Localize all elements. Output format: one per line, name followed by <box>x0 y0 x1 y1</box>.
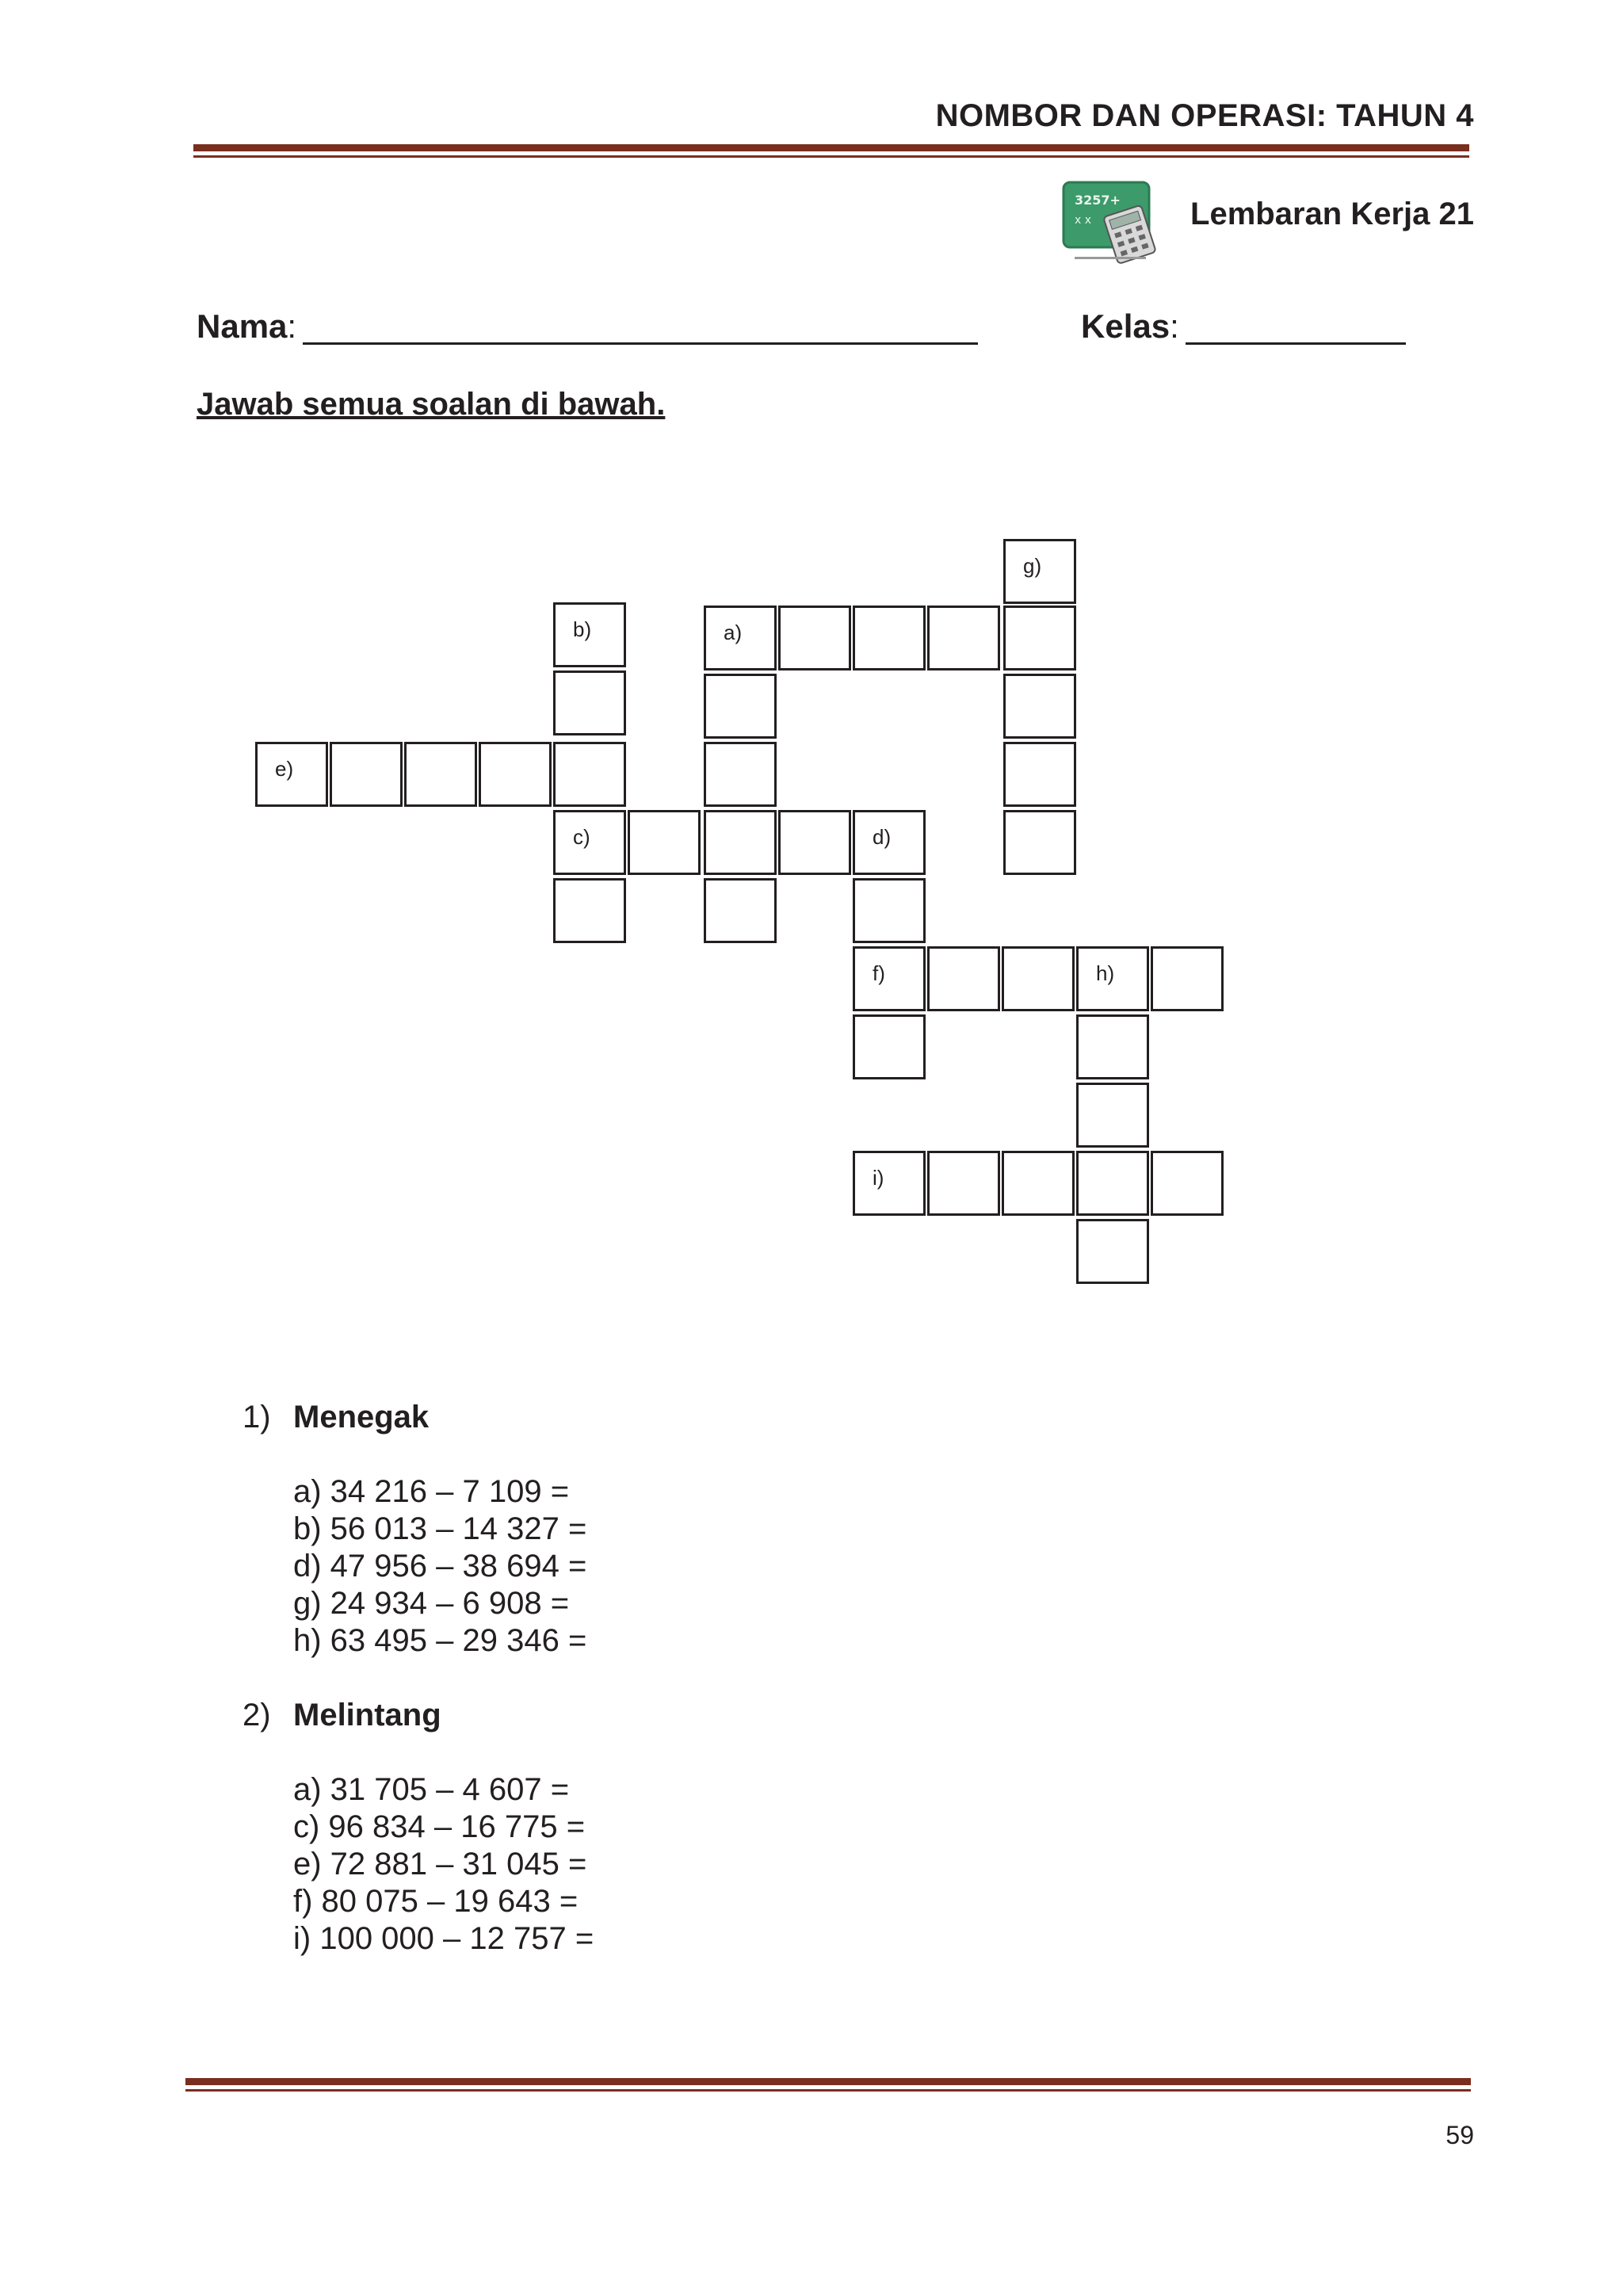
section-number: 1) <box>242 1400 271 1435</box>
crossword-cell-a2[interactable] <box>778 606 851 670</box>
crossword-cell-b5[interactable] <box>553 878 626 943</box>
clue-number-c: c) <box>573 825 590 849</box>
class-label: Kelas <box>1081 308 1170 345</box>
crossword-cell-g1[interactable] <box>1003 539 1076 604</box>
svg-text:3257+: 3257+ <box>1075 193 1121 208</box>
worksheet-label: Lembaran Kerja 21 <box>1190 197 1474 231</box>
crossword-cell-d2[interactable] <box>853 878 926 943</box>
crossword-cell-i1[interactable] <box>853 1151 926 1216</box>
crossword-cell-b3[interactable] <box>553 742 626 807</box>
section-number: 2) <box>242 1698 271 1733</box>
footer-rule-thick <box>185 2078 1471 2085</box>
crossword-cell-a-down4[interactable] <box>704 810 777 875</box>
crossword-cell-a-down2[interactable] <box>704 674 777 739</box>
crossword-cell-i4[interactable] <box>1076 1151 1149 1216</box>
page-header-title: NOMBOR DAN OPERASI: TAHUN 4 <box>935 98 1474 133</box>
clue-item: d) 47 956 – 38 694 = <box>293 1549 587 1584</box>
footer-rule-thin <box>185 2089 1471 2092</box>
clue-item: i) 100 000 – 12 757 = <box>293 1921 594 1956</box>
clue-item: h) 63 495 – 29 346 = <box>293 1623 587 1658</box>
crossword-cell-h1[interactable] <box>1076 946 1149 1011</box>
clue-number-d: d) <box>873 825 892 849</box>
crossword-cell-g5[interactable] <box>1003 810 1076 875</box>
section-menegak-heading <box>242 1400 271 1435</box>
clue-item: e) 72 881 – 31 045 = <box>293 1847 587 1881</box>
crossword-cell-a-down5[interactable] <box>704 878 777 943</box>
crossword-cell-i5[interactable] <box>1151 1151 1224 1216</box>
crossword-cell-h5[interactable] <box>1076 1219 1149 1284</box>
crossword-cell-c4[interactable] <box>778 810 851 875</box>
crossword-cell-d4[interactable] <box>853 1014 926 1079</box>
clue-item: g) 24 934 – 6 908 = <box>293 1586 570 1621</box>
class-colon: : <box>1170 308 1179 345</box>
section-title-melintang: Melintang <box>293 1698 441 1733</box>
instruction-text: Jawab semua soalan di bawah. <box>197 387 666 422</box>
clue-number-h: h) <box>1096 961 1115 985</box>
crossword-cell-f2[interactable] <box>927 946 1000 1011</box>
crossword-cell-a4[interactable] <box>927 606 1000 670</box>
crossword-cell-i3[interactable] <box>1002 1151 1075 1216</box>
clue-number-a: a) <box>724 621 743 644</box>
crossword-cell-e3[interactable] <box>404 742 477 807</box>
clue-number-i: i) <box>873 1166 884 1190</box>
crossword-cell-e4[interactable] <box>479 742 552 807</box>
page-number: 59 <box>1445 2121 1474 2149</box>
crossword-cell-f1[interactable] <box>853 946 926 1011</box>
crossword-cell-c2[interactable] <box>628 810 701 875</box>
crossword-cell-f5[interactable] <box>1151 946 1224 1011</box>
section-title-menegak: Menegak <box>293 1400 430 1435</box>
section-melintang-heading <box>242 1698 271 1733</box>
svg-text:x x: x x <box>1075 214 1092 227</box>
crossword-cell-g4[interactable] <box>1003 742 1076 807</box>
crossword-cell-b2[interactable] <box>553 670 626 735</box>
clue-item: a) 31 705 – 4 607 = <box>293 1772 570 1807</box>
crossword-cell-a1[interactable] <box>704 606 777 670</box>
clue-number-f: f) <box>873 961 885 985</box>
crossword-cell-d1[interactable] <box>853 810 926 875</box>
clue-item: a) 34 216 – 7 109 = <box>293 1474 570 1509</box>
clue-number-g: g) <box>1023 554 1042 578</box>
crossword-cell-h2[interactable] <box>1076 1014 1149 1079</box>
crossword-cell-g2[interactable] <box>1003 606 1076 670</box>
name-label: Nama <box>197 308 288 345</box>
crossword-cell-f3[interactable] <box>1002 946 1075 1011</box>
crossword-cell-a-down3[interactable] <box>704 742 777 807</box>
crossword-cell-b1[interactable] <box>553 602 626 667</box>
clue-number-e: e) <box>275 757 294 781</box>
crossword-cell-h3[interactable] <box>1076 1083 1149 1148</box>
crossword-cell-a3[interactable] <box>853 606 926 670</box>
crossword-cell-e2[interactable] <box>330 742 403 807</box>
crossword-cell-g3[interactable] <box>1003 674 1076 739</box>
crossword-cell-e1[interactable] <box>255 742 328 807</box>
clue-item: b) 56 013 – 14 327 = <box>293 1511 587 1546</box>
clue-item: f) 80 075 – 19 643 = <box>293 1884 579 1919</box>
crossword-cell-c1[interactable] <box>553 810 626 875</box>
crossword-cell-i2[interactable] <box>927 1151 1000 1216</box>
clue-number-b: b) <box>573 617 592 641</box>
name-colon: : <box>287 308 297 345</box>
clue-item: c) 96 834 – 16 775 = <box>293 1809 586 1844</box>
